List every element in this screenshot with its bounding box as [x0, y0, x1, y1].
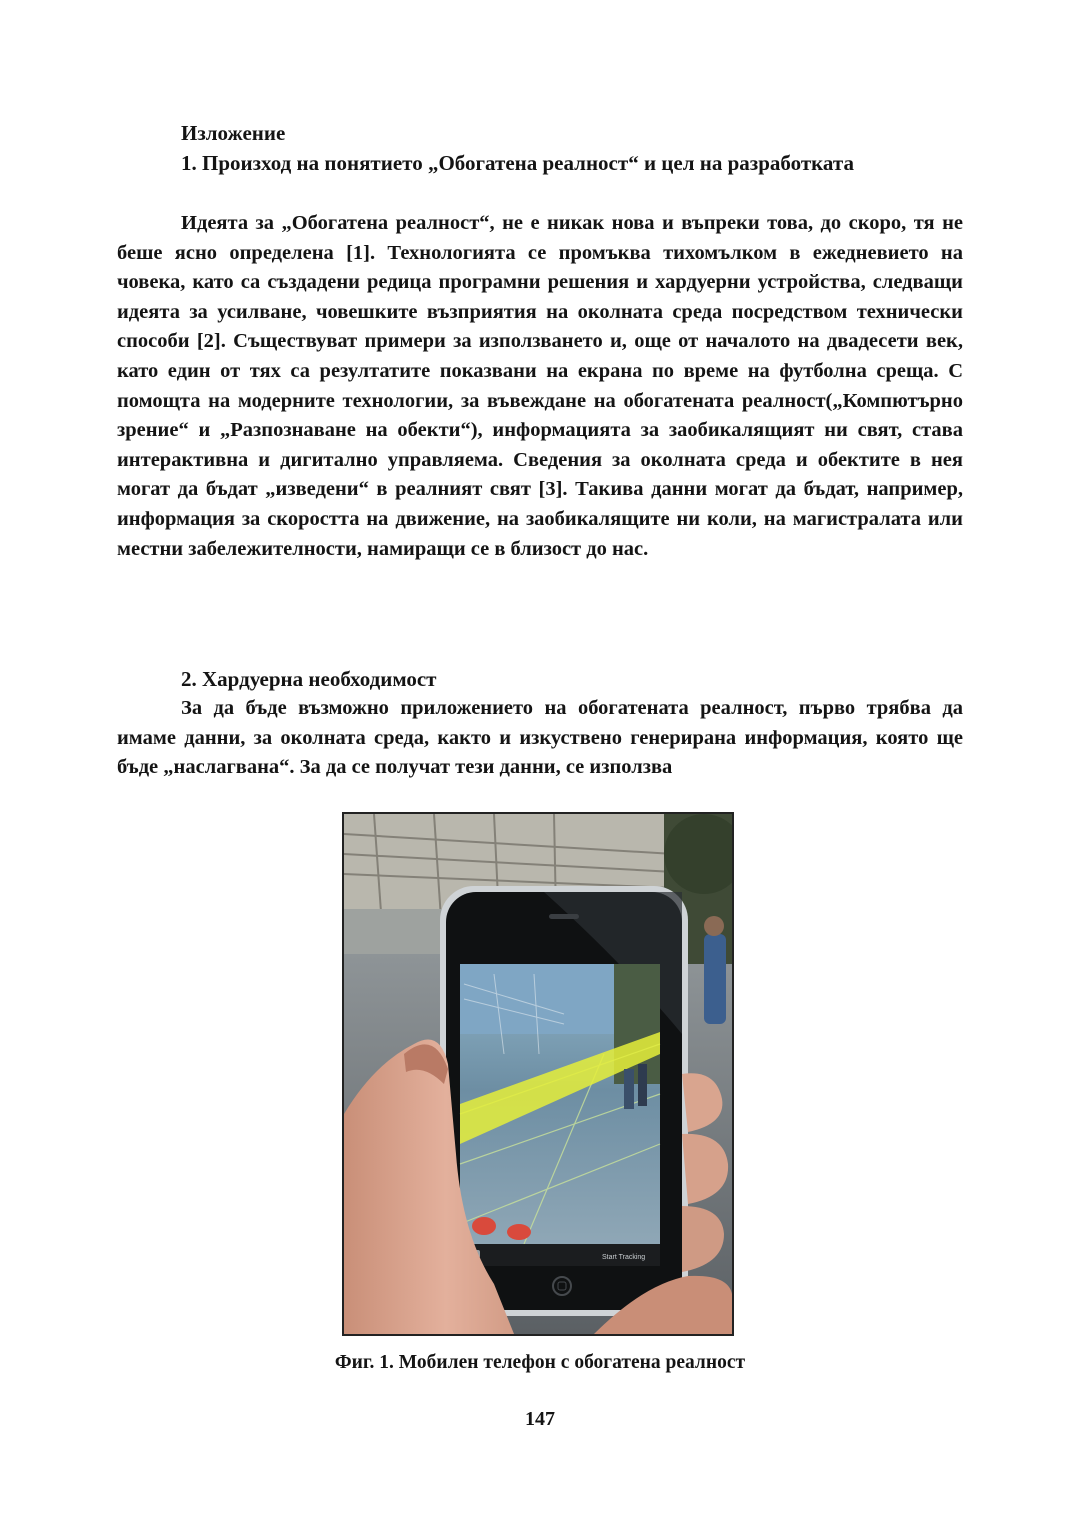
paragraph-hardware: За да бъде възможно приложението на обогатената реалност, първо трябва да имаме данни, за околната среда, както и изкуствено генерирана информация, която ще бъде „наслагвана“. За да се получат тези данни, се използва: [117, 697, 963, 779]
section-title: Изложение: [181, 121, 286, 145]
start-tracking-label: Start Tracking: [602, 1254, 646, 1261]
heading-hardware-necessity: 2. Хардуерна необходимост: [181, 667, 437, 691]
figure-caption: Фиг. 1. Мобилен телефон с обогатена реалност: [334, 1352, 746, 1373]
figure-ar-phone-photo: [342, 812, 734, 1336]
heading-origin-of-concept: 1. Произход на понятието „Обогатена реалност“ и цел на разработката: [181, 151, 854, 175]
paragraph-intro: Идеята за „Обогатена реалност“, не е никак нова и въпреки това, до скоро, тя не беше ясно определена [1]. Технологията се промъква тихомълком в ежедневието на човека, като са създадени редица програмни решения и хардуерни устройства, следващи идеята за усилване, човешките възприятия на околната среда посредством технически способи [2]. Съществуват примери за използването и, още от началото на двадесети век, като един от тях са резултатите показвани на екрана по време на футболна среща. С помощта на модерните технологии, за въвеждане на обогатената реалност(„Компютърно зрение“ и „Разпознаване на обекти“), информацията за заобикалящият ни свят, става интерактивна и дигитално управляема. Сведения за околната среда и обектите в нея могат да бъдат „изведени“ в реалният свят [3]. Такива данни могат да бъдат, например, информация за скоростта на движение, на заобикалящите ни коли, на магистралата или местни забележителности, намиращи се в близост до нас.: [117, 212, 963, 560]
page-number: 147: [525, 1408, 555, 1430]
ar-phone-illustration: [344, 814, 732, 1334]
